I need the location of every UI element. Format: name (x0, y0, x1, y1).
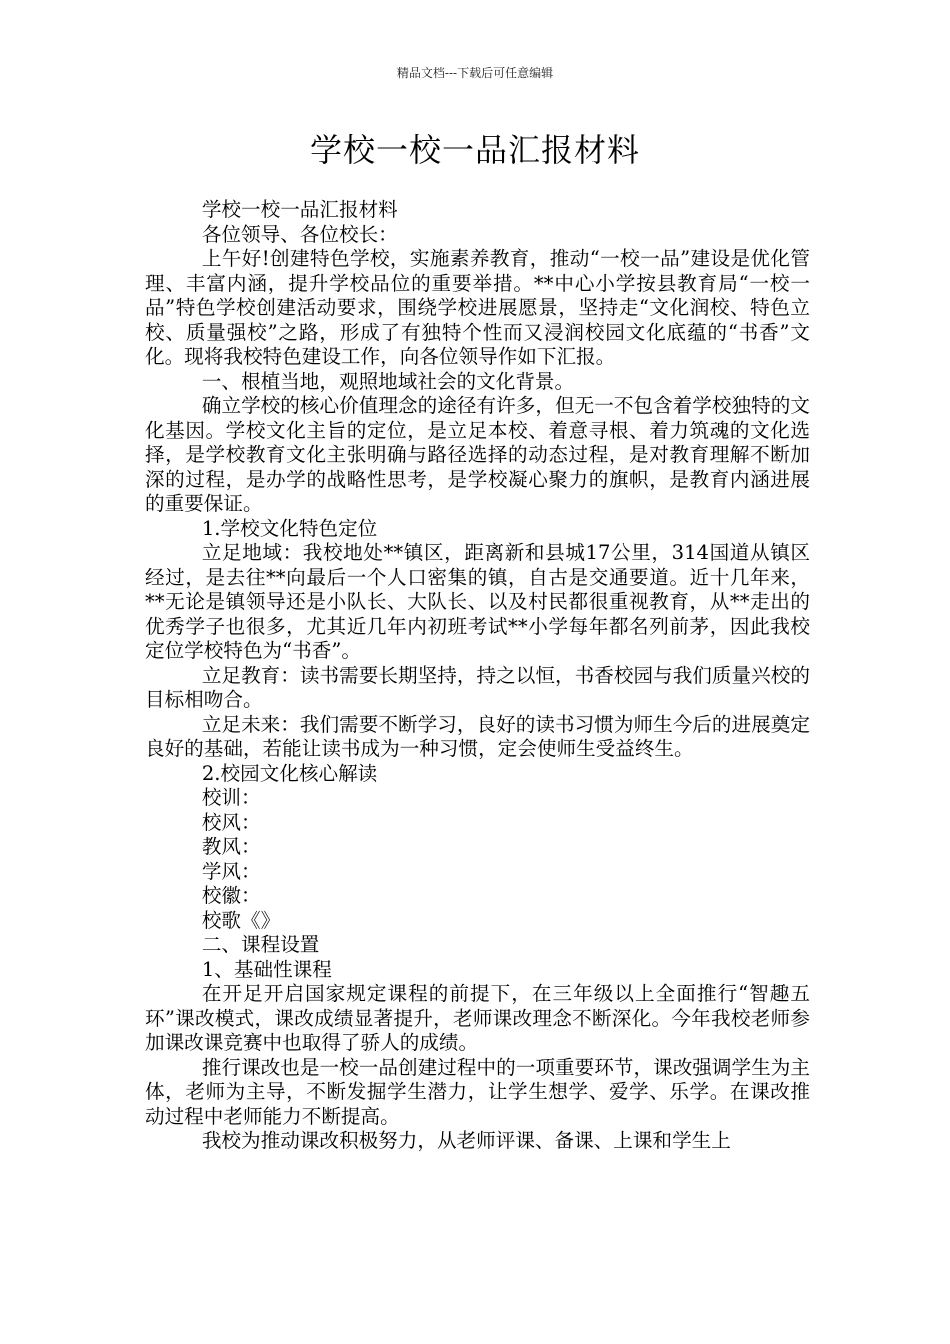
paragraph-region: 立足地域：我校地处**镇区，距离新和县城17公里，314国道从镇区经过，是去往**向最后一个人口密集的镇，自古是交通要道。近十几年来，**无论是镇领导还是小队长、大队长、以及村民都很重视教育，从**走出的优秀学子也很多，尤其近几年内初班考试**小学每年都名列前茅，因此我校定位学校特色为“书香”。 (145, 541, 810, 662)
document-body (145, 198, 810, 1154)
subsection-heading-2-1: 1、基础性课程 (201, 957, 332, 981)
paragraph-efforts: 我校为推动课改积极努力，从老师评课、备课、上课和学生上 (201, 1129, 731, 1152)
subsection-heading-1-1: 1.学校文化特色定位 (201, 516, 378, 540)
list-item-teaching-style: 教风： (201, 835, 261, 858)
list-item-school-badge: 校徽： (201, 884, 261, 907)
paragraph-future: 立足未来：我们需要不断学习，良好的读书习惯为师生今后的进展奠定良好的基础，若能让读书成为一种习惯，定会使师生受益终生。 (145, 712, 810, 760)
paragraph-salutation: 各位领导、各位校长： (201, 222, 398, 246)
paragraph-education: 立足教育：读书需要长期坚持，持之以恒，书香校园与我们质量兴校的目标相吻合。 (145, 663, 810, 711)
paragraph-core-values: 确立学校的核心价值理念的途径有许多，但无一不包含着学校独特的文化基因。学校文化主旨的定位，是立足本校、着意寻根、着力筑魂的文化选择，是学校教育文化主张明确与路径选择的动态过程，是对教育理解不断加深的过程，是办学的战略性思考，是学校凝心聚力的旗帜，是教育内涵进展的重要保证。 (145, 394, 810, 515)
section-heading-2: 二、课程设置 (201, 933, 320, 956)
page-header-note: 精品文档---下载后可任意编辑 (396, 66, 554, 80)
section-heading-1: 一、根植当地，观照地域社会的文化背景。 (201, 369, 575, 393)
document-title: 学校一校一品汇报材料 (309, 131, 640, 169)
paragraph-intro: 上午好!创建特色学校，实施素养教育，推动“一校一品”建设是优化管理、丰富内涵，提升学校品位的重要举措。**中心小学按县教育局“一校一品”特色学校创建活动要求，围绕学校进展愿景，坚持走“文化润校、特色立校、质量强校”之路，形成了有独特个性而又浸润校园文化底蕴的“书香”文化。现将我校特色建设工作，向各位领导作如下汇报。 (145, 247, 810, 368)
paragraph-reform: 推行课改也是一校一品创建过程中的一项重要环节，课改强调学生为主体，老师为主导，不断发掘学生潜力，让学生想学、爱学、乐学。在课改推动过程中老师能力不断提高。 (145, 1055, 810, 1128)
paragraph-subtitle: 学校一校一品汇报材料 (201, 198, 398, 221)
list-item-school-spirit: 校风： (201, 810, 261, 834)
subsection-heading-1-2: 2.校园文化核心解读 (201, 761, 378, 785)
list-item-motto: 校训： (201, 786, 261, 809)
list-item-study-style: 学风： (201, 859, 261, 883)
paragraph-curriculum: 在开足开启国家规定课程的前提下，在三年级以上全面推行“智趣五环”课改模式，课改成绩显著提升，老师课改理念不断深化。今年我校老师参加课改课竞赛中也取得了骄人的成绩。 (145, 982, 810, 1054)
list-item-school-song: 校歌《》 (201, 908, 281, 932)
